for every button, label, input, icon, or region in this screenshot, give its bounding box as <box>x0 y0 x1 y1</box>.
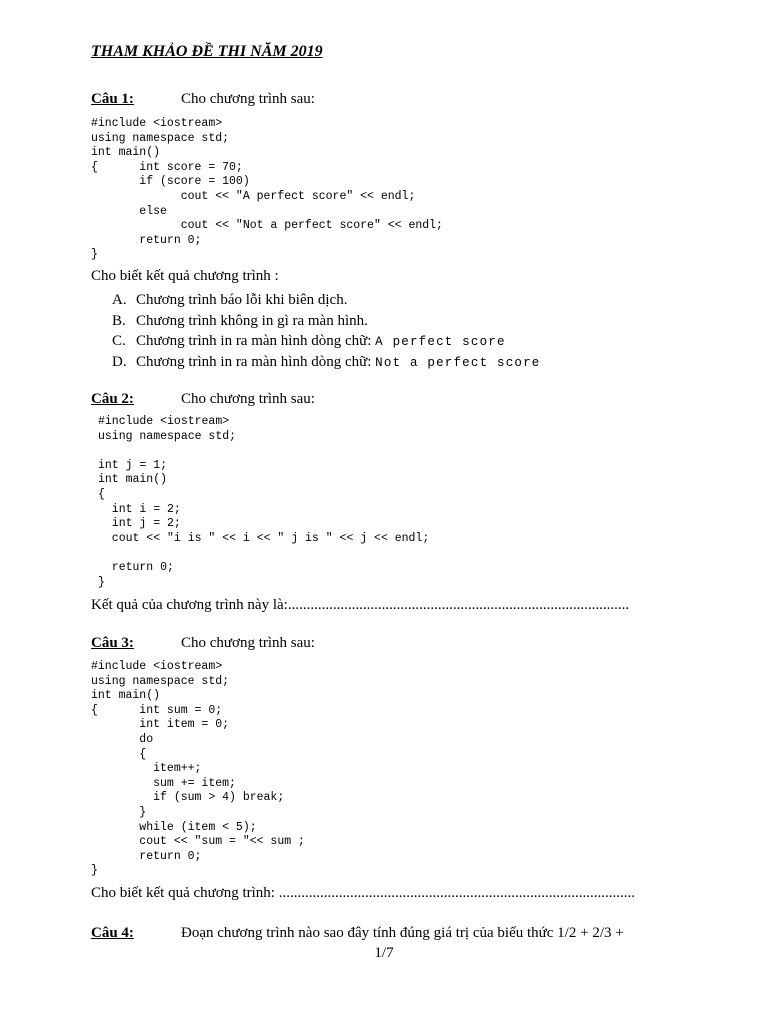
question-3-result: Cho biết kết quả chương trình: ............................................................................................... <box>91 885 635 901</box>
question-3-heading <box>91 635 315 652</box>
option-c-text: Chương trình in ra màn hình dòng chữ: <box>136 333 376 349</box>
option-d-text: Chương trình in ra màn hình dòng chữ: <box>136 353 376 370</box>
option-c <box>112 331 541 352</box>
question-3-code: #include <iostream> using namespace std; int main() { int sum = 0; int item = 0; do { item++; sum += item; if (sum > 4) break; } while (item < 5); cout << "sum = "<< sum ; return 0; } <box>91 660 305 878</box>
page-number: 1/7 <box>374 945 394 961</box>
option-d-letter: D. <box>112 353 127 370</box>
question-1-heading <box>91 91 315 108</box>
option-b <box>112 311 541 332</box>
option-d <box>112 352 541 373</box>
option-c-code: A perfect score <box>375 335 506 349</box>
question-3-text: Cho chương trình sau: <box>181 635 315 651</box>
question-2-text: Cho chương trình sau: <box>181 391 315 407</box>
question-3-label: Câu 3: <box>91 635 134 651</box>
question-2-code: #include <iostream> using namespace std; int j = 1; int main() { int i = 2; int j = 2; cout << "i is " << i << " j is " << j << endl; return 0; } <box>98 415 430 589</box>
question-4-text: Đoạn chương trình nào sao đây tính đúng giá trị của biểu thức 1/2 + 2/3 + <box>181 925 624 941</box>
option-a-text: Chương trình báo lỗi khi biên dịch. <box>136 292 348 308</box>
question-1-text: Cho chương trình sau: <box>181 91 315 107</box>
question-1-options <box>112 290 541 372</box>
option-b-letter: B. <box>112 312 126 329</box>
document-title: THAM KHẢO ĐỀ THI NĂM 2019 <box>91 43 323 60</box>
option-a-letter: A. <box>112 292 127 308</box>
question-4-label: Câu 4: <box>91 925 134 941</box>
option-c-letter: C. <box>112 333 126 349</box>
question-1-label: Câu 1: <box>91 91 134 107</box>
question-1-code: #include <iostream> using namespace std; int main() { int score = 70; if (score = 100) cout << "A perfect score" << endl; else cout << "Not a perfect score" << endl; return 0; } <box>91 117 443 262</box>
question-2-label: Câu 2: <box>91 391 134 407</box>
option-b-text: Chương trình không in gì ra màn hình. <box>136 312 368 329</box>
question-2-heading <box>91 391 315 408</box>
option-d-code: Not a perfect score <box>375 355 541 370</box>
question-1-prompt: Cho biết kết quả chương trình : <box>91 268 279 284</box>
option-a <box>112 290 541 311</box>
question-4-heading <box>91 925 624 942</box>
question-2-result: Kết quả của chương trình này là:........................................................................................... <box>91 597 630 613</box>
